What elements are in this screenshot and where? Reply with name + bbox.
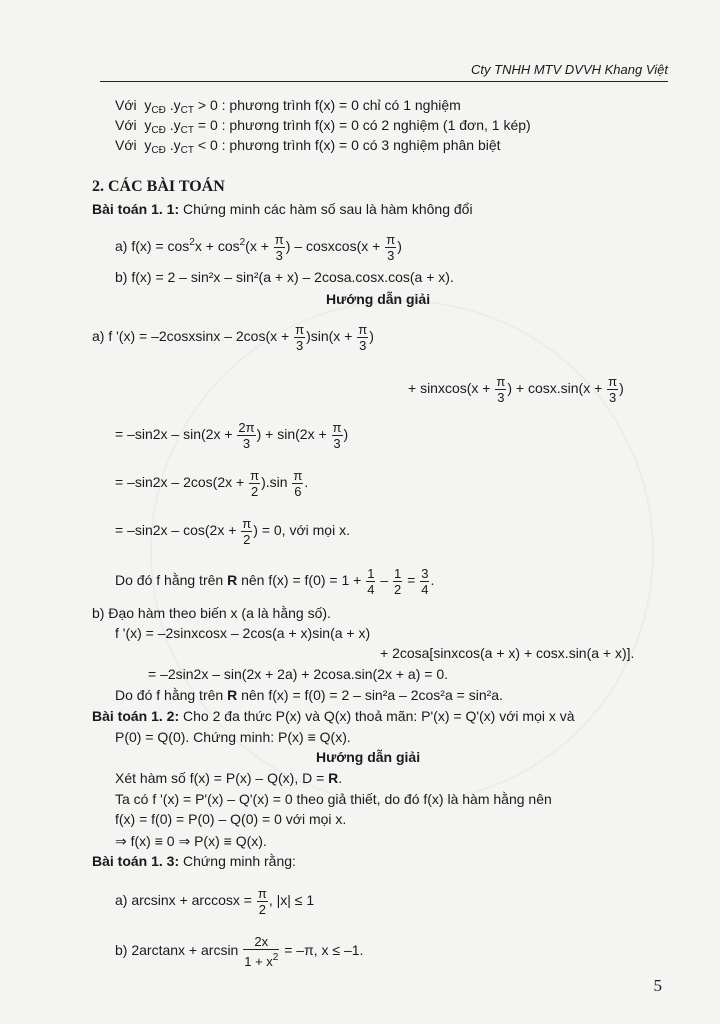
expr-part: , |x| ≤ 1 <box>268 892 315 909</box>
problem-1-3-b <box>115 934 363 969</box>
expr-part: + sinxcos(x + <box>408 380 491 397</box>
expr-part: ) + sin(2x + <box>256 426 327 443</box>
numerator: π <box>242 516 252 531</box>
problem-title: Bài toán 1. 1: <box>92 201 180 217</box>
solution-2-line-4: ⇒ f(x) ≡ 0 ⇒ P(x) ≡ Q(x). <box>115 833 267 849</box>
intro-cd: CĐ <box>151 125 166 136</box>
denominator: 2 <box>243 532 251 547</box>
fraction <box>366 566 375 597</box>
expr-part: = –sin2x – 2cos(2x + <box>115 474 245 491</box>
expr-part: ) – cosxcos(x + <box>285 238 381 255</box>
numerator: π <box>332 420 342 435</box>
numerator: 2x <box>243 934 279 950</box>
expr-part: ).sin <box>261 474 288 491</box>
denominator: 2 <box>258 902 266 917</box>
expr-part: = –sin2x – cos(2x + <box>115 522 237 539</box>
solution-2-line-3: f(x) = f(0) = P(0) – Q(0) = 0 với mọi x. <box>115 811 347 827</box>
expr-part: nên f(x) = f(0) = 2 – sin²a – 2cos²a = sin²a. <box>241 687 503 703</box>
intro-y: y <box>144 137 152 153</box>
fraction <box>294 322 305 353</box>
expr-part: a) f(x) = cos <box>115 238 190 255</box>
intro-ct: CT <box>180 105 194 116</box>
solution-line-1 <box>92 322 374 353</box>
problem-1-2-cont: P(0) = Q(0). Chứng minh: P(x) ≡ Q(x). <box>115 729 351 745</box>
fraction <box>420 566 429 597</box>
intro-cd: CĐ <box>151 145 166 156</box>
denominator: 3 <box>387 248 395 263</box>
operator: – <box>380 572 389 589</box>
solution-2-line-2: Ta có f '(x) = P'(x) – Q'(x) = 0 theo giả thiết, do đó f(x) là hàm hằng nên <box>115 791 552 807</box>
problem-1-3-a <box>115 886 314 917</box>
solution-line-5 <box>115 516 350 547</box>
expr-part: . <box>304 474 309 491</box>
denominator: 6 <box>294 484 302 499</box>
numerator: π <box>293 468 303 483</box>
expr-part: = –π, x ≤ –1. <box>284 942 364 959</box>
numerator: 3 <box>421 566 429 581</box>
expr-part: ) = 0, với mọi x. <box>253 522 350 539</box>
numerator: π <box>358 322 368 337</box>
expr-part: ) <box>343 426 349 443</box>
solution-line-6 <box>115 566 434 597</box>
intro-pre: Với <box>115 137 137 153</box>
expr-part: ) <box>619 380 624 397</box>
solution-b-line-2: + 2cosa[sinxcos(a + x) + cosx.sin(a + x)]. <box>380 645 635 661</box>
intro-y: y <box>144 117 152 133</box>
denominator: 3 <box>497 390 505 405</box>
set-R: R <box>227 572 238 589</box>
intro-line-2: Với $y_{CĐ}$ $.y_{CT} = 0$ : phương trình f(x) = 0 có 2 nghiệm (1 đơn, 1 kép) <box>115 117 531 136</box>
problem-1-3 <box>92 852 296 870</box>
intro-y2: y <box>173 97 181 113</box>
fraction <box>237 420 255 451</box>
intro-op: > 0 <box>197 97 218 113</box>
expr-part: ) <box>397 238 402 255</box>
expr-part: Do đó f hằng trên <box>115 687 224 703</box>
fraction <box>332 420 343 451</box>
solution-line-3 <box>115 420 348 451</box>
solution-line-2 <box>408 374 624 405</box>
intro-y2: y <box>173 137 181 153</box>
operator: = <box>407 572 416 589</box>
expr-part: ) <box>369 328 374 345</box>
expr-part: b) 2arctanx + arcsin <box>115 942 239 959</box>
header-title: Cty TNHH MTV DVVH Khang Việt <box>471 62 668 77</box>
solution-2-line-1 <box>115 769 342 787</box>
expr-part: . <box>338 770 343 786</box>
exp: 2 <box>239 237 246 249</box>
fraction <box>292 468 303 499</box>
intro-line-1: Với $y_{CĐ}$ $.y_{CT} > 0$ : phương trình f(x) = 0 chỉ có 1 nghiệm <box>115 97 461 116</box>
denominator: 3 <box>295 338 304 353</box>
expr-part: a) arcsinx + arccosx = <box>115 892 252 909</box>
guide-heading: Hướng dẫn giải <box>316 749 421 765</box>
fraction <box>274 232 285 263</box>
problem-text: Chứng minh các hàm số sau là hàm không đổi <box>183 201 473 217</box>
problem-title: Bài toán 1. 2: <box>92 708 180 724</box>
fraction <box>249 468 260 499</box>
denominator: 4 <box>421 582 429 597</box>
numerator: π <box>274 232 284 247</box>
intro-text: : phương trình f(x) = 0 có 3 nghiệm phân biệt <box>221 137 501 153</box>
solution-b-line-1: f '(x) = –2sinxcosx – 2cos(a + x)sin(a + x) <box>115 625 371 641</box>
section-title: 2. CÁC BÀI TOÁN <box>92 178 225 195</box>
denominator: 3 <box>333 436 341 451</box>
expr-part: (x + <box>245 238 269 255</box>
numerator: π <box>250 468 260 483</box>
expr-part: Do đó f hằng trên <box>115 572 224 589</box>
denominator: 3 <box>275 248 283 263</box>
set-R: R <box>227 687 238 703</box>
intro-op: = 0 <box>197 117 218 133</box>
intro-ct: CT <box>180 125 194 136</box>
expr-part: ) + cosx.sin(x + <box>507 380 603 397</box>
expr-part: = –sin2x – sin(2x + <box>115 426 233 443</box>
header-rule <box>100 81 668 82</box>
fraction <box>357 322 368 353</box>
guide-heading: Hướng dẫn giải <box>326 291 431 307</box>
intro-y: y <box>144 97 152 113</box>
intro-ct: CT <box>180 145 194 156</box>
intro-line-3: Với $y_{CĐ}$ $.y_{CT} < 0$ : phương trình f(x) = 0 có 3 nghiệm phân biệt <box>115 137 501 156</box>
expr-part: . <box>430 572 435 589</box>
intro-op: < 0 <box>197 137 218 153</box>
denominator: 3 <box>242 436 251 451</box>
problem-1-1-b: b) f(x) = 2 – sin²x – sin²(a + x) – 2cosa.cosx.cos(a + x). <box>115 269 454 285</box>
numerator: π <box>386 232 396 247</box>
fraction <box>241 516 252 547</box>
fraction <box>495 374 506 405</box>
denominator: 4 <box>367 582 375 597</box>
denominator: 3 <box>609 390 617 405</box>
denominator: 2 <box>250 484 259 499</box>
solution-b-line-3: = –2sin2x – sin(2x + 2a) + 2cosa.sin(2x + a) = 0. <box>148 666 449 682</box>
solution-b-heading: b) Đạo hàm theo biến x (a là hằng số). <box>92 605 331 621</box>
expr-part: a) f '(x) = –2cosxsinx – 2cos(x + <box>92 328 290 345</box>
problem-text: Cho 2 đa thức P(x) và Q(x) thoả mãn: P'(x) = Q'(x) với mọi x và <box>183 708 575 724</box>
numerator: π <box>295 322 305 337</box>
running-header <box>100 62 668 82</box>
expr-part: Xét hàm số f(x) = P(x) – Q(x), D = <box>115 770 325 786</box>
intro-y2: y <box>173 117 181 133</box>
denominator <box>243 950 279 969</box>
fraction <box>393 566 402 597</box>
problem-1-2 <box>92 707 575 725</box>
solution-line-4 <box>115 468 308 499</box>
expr-part: x + cos <box>194 238 240 255</box>
numerator: π <box>496 374 506 389</box>
problem-1-1-a <box>115 232 402 263</box>
numerator: 1 <box>394 566 402 581</box>
page-number: 5 <box>653 976 662 995</box>
denominator: 3 <box>359 338 367 353</box>
numerator: 2π <box>238 420 255 435</box>
solution-b-line-4 <box>115 686 503 704</box>
fraction <box>257 886 268 917</box>
numerator: π <box>257 886 267 901</box>
fraction <box>607 374 618 405</box>
expr-part: )sin(x + <box>306 328 353 345</box>
exp: 2 <box>272 952 279 963</box>
problem-text: Chứng minh rằng: <box>183 853 296 869</box>
problem-1-1 <box>92 200 473 218</box>
intro-text: : phương trình f(x) = 0 có 2 nghiệm (1 đơn, 1 kép) <box>221 117 531 133</box>
den-text: 1 + x <box>244 954 273 969</box>
exp: 2 <box>189 237 195 249</box>
expr-part: nên f(x) = f(0) = 1 + <box>241 572 362 589</box>
set-R: R <box>328 770 339 786</box>
numerator: π <box>608 374 618 389</box>
fraction <box>385 232 396 263</box>
denominator: 2 <box>394 582 402 597</box>
intro-pre: Với <box>115 117 137 133</box>
numerator: 1 <box>367 566 375 581</box>
intro-pre: Với <box>115 97 137 113</box>
intro-cd: CĐ <box>151 105 166 116</box>
intro-text: : phương trình f(x) = 0 chỉ có 1 nghiệm <box>221 97 461 113</box>
problem-title: Bài toán 1. 3: <box>92 853 180 869</box>
fraction <box>243 934 279 969</box>
